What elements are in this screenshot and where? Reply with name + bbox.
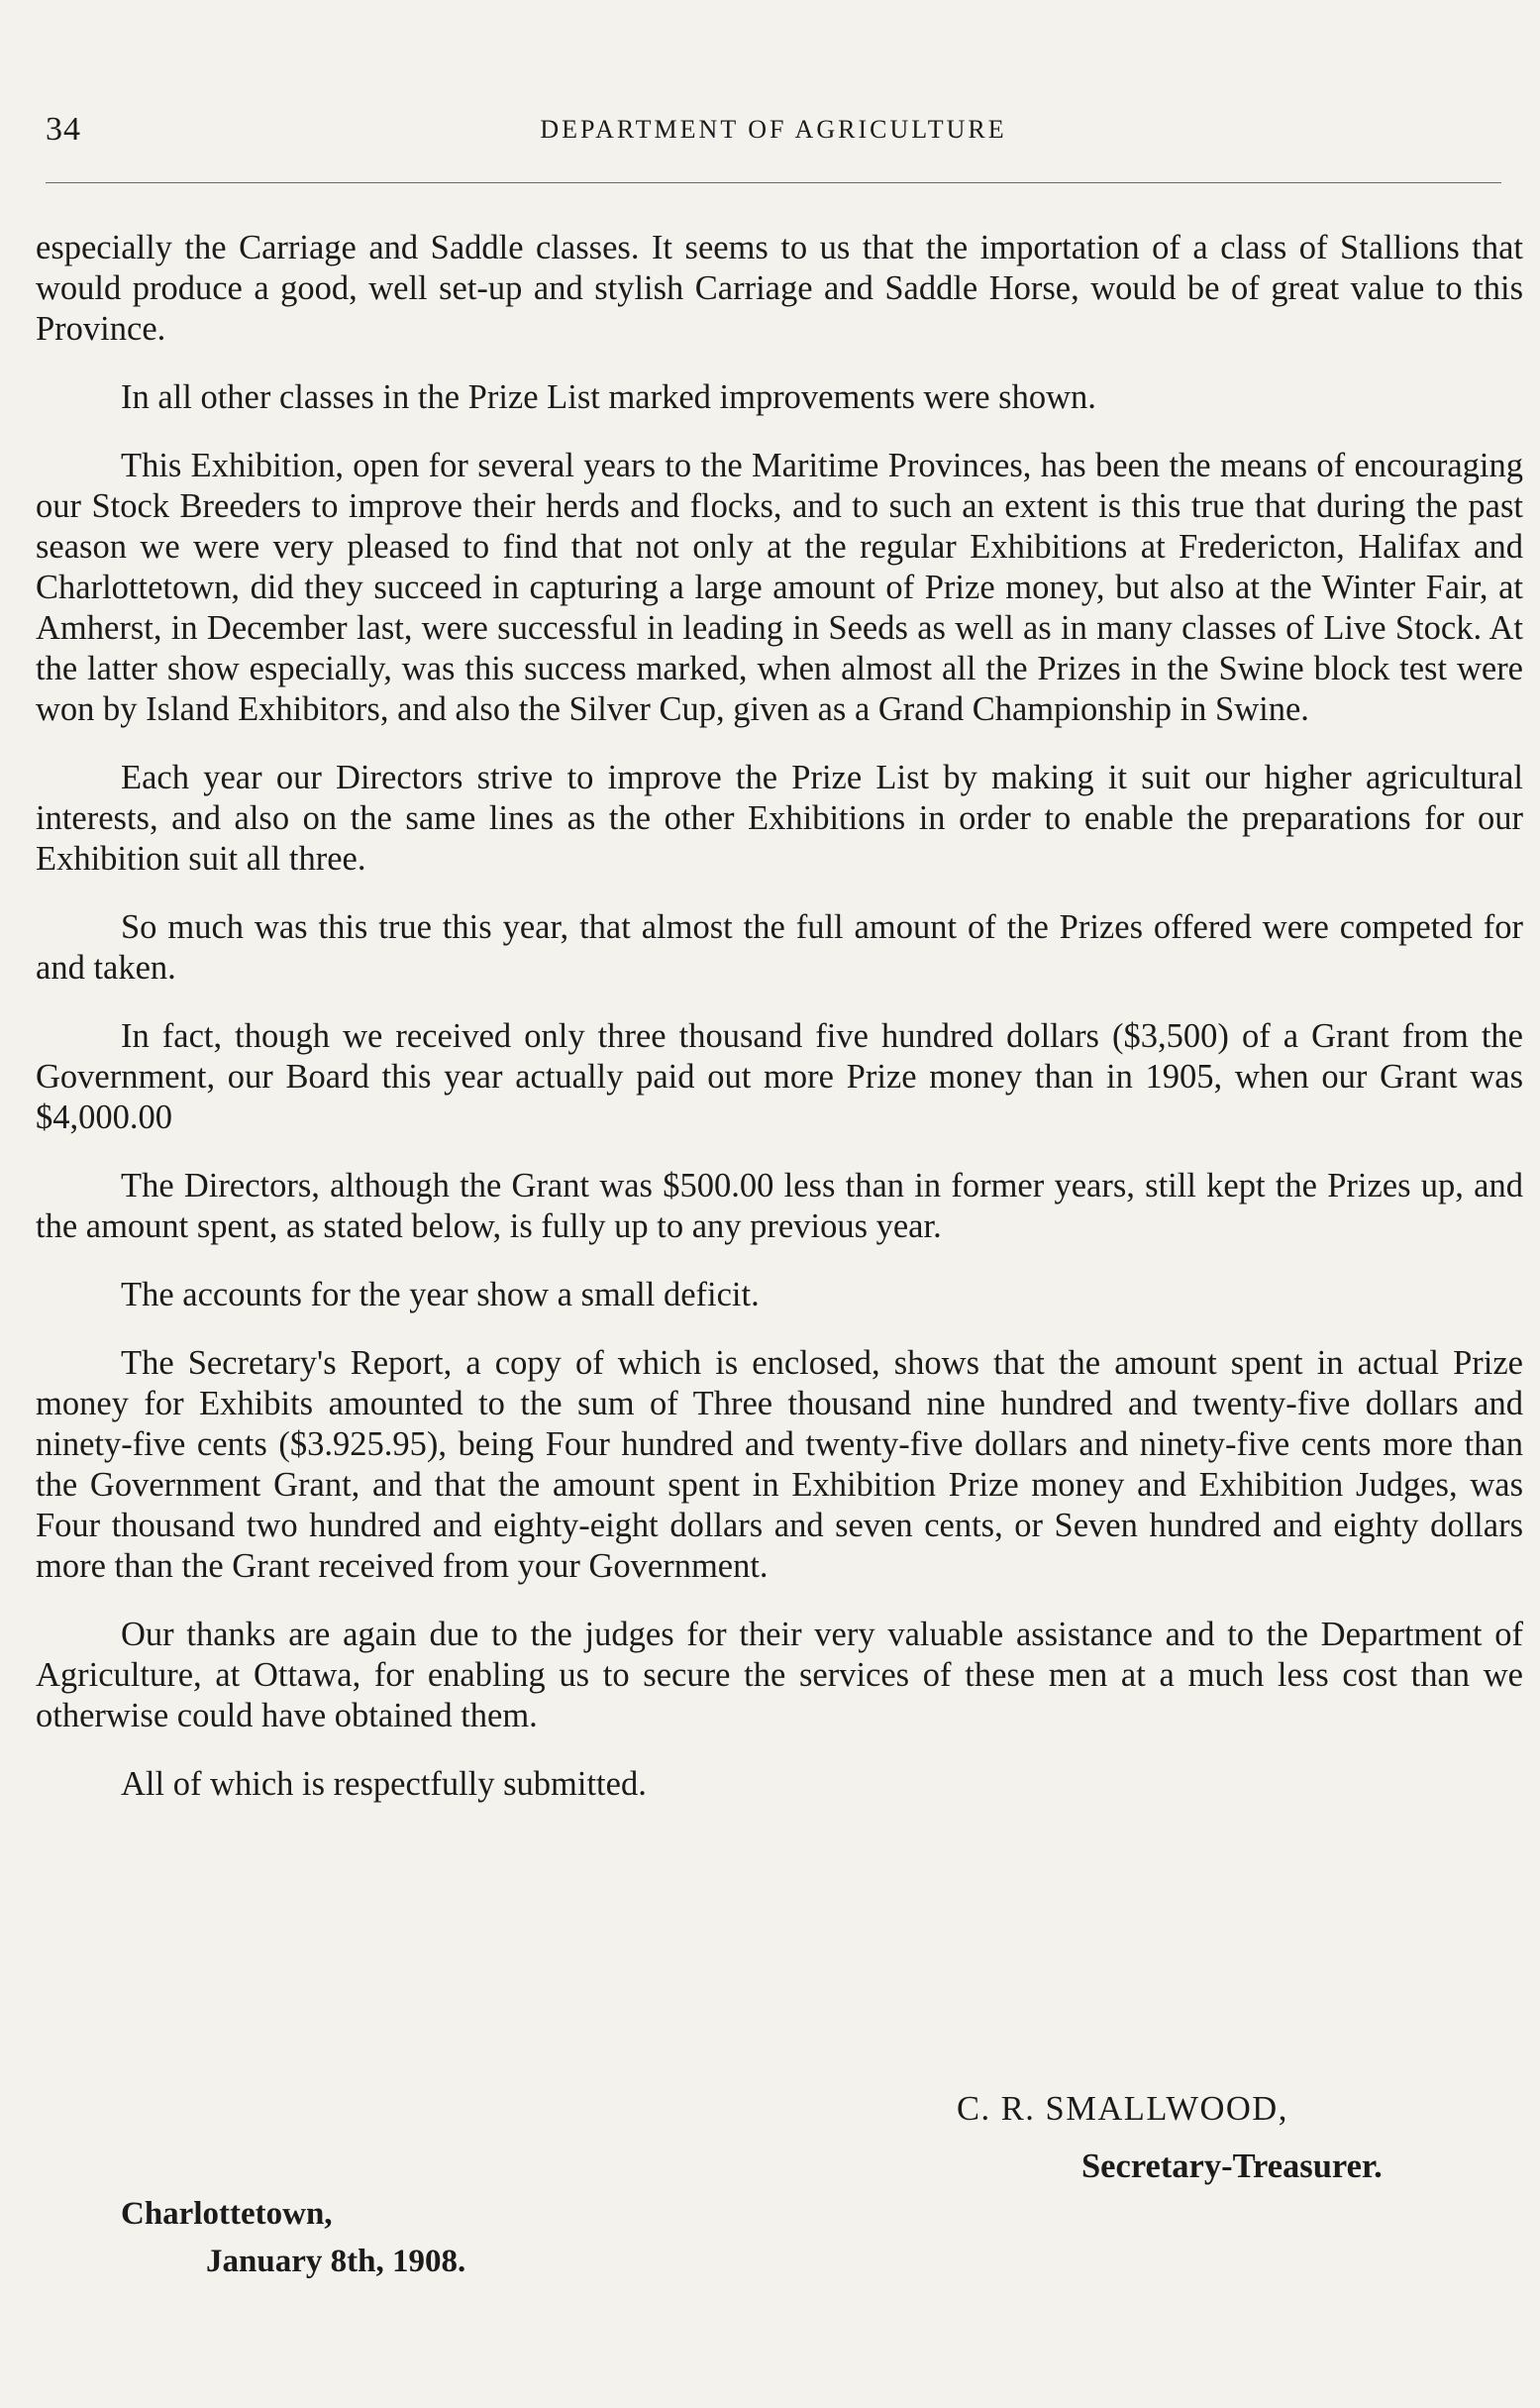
dateline-place: Charlottetown, — [121, 2196, 333, 2232]
dateline-date: January 8th, 1908. — [206, 2244, 466, 2279]
header-rule — [46, 182, 1501, 183]
paragraph: All of which is respectfully submitted. — [121, 1765, 647, 1803]
dateline — [121, 2190, 465, 2285]
paragraph: The accounts for the year show a small deficit. — [121, 1276, 760, 1313]
paragraph: So much was this true this year, that almost the full amount of the Prizes offered were competed for and taken. — [36, 908, 1523, 987]
paragraph: especially the Carriage and Saddle classes. It seems to us that the importation of a class of Stallions that would produce a good, well set-up and stylish Carriage and Saddle Horse, would be of great value to this Province. — [36, 229, 1523, 348]
running-head: DEPARTMENT OF AGRICULTURE — [540, 115, 1007, 144]
paragraph: The Directors, although the Grant was $500.00 less than in former years, still kept the Prizes up, and the amount spent, as stated below, is fully up to any previous year. — [36, 1167, 1523, 1245]
signatory-title: Secretary-Treasurer. — [1081, 2147, 1383, 2185]
paragraph: This Exhibition, open for several years to the Maritime Provinces, has been the means of encouraging our Stock Breeders to improve their herds and flocks, and to such an extent is this true that during the past season we were very pleased to find that not only at the regular Exhibitions at Fredericton, Halifax and Charlottetown, did they succeed in capturing a large amount of Prize money, but also at the Winter Fair, at Amherst, in December last, were successful in leading in Seeds as well as in many classes of Live Stock. At the latter show especially, was this success marked, when almost all the Prizes in the Swine block test were won by Island Exhibitors, and also the Silver Cup, given as a Grand Championship in Swine. — [36, 447, 1523, 728]
paragraph: In all other classes in the Prize List marked improvements were shown. — [121, 378, 1096, 416]
page-header — [46, 111, 1501, 170]
body-text — [36, 228, 1523, 1832]
page-number: 34 — [46, 111, 81, 148]
paragraph: The Secretary's Report, a copy of which is enclosed, shows that the amount spent in actual Prize money for Exhibits amounted to the sum of Three thousand nine hundred and twenty-five dollars and ninety-five cents ($3.925.95), being Four hundred and twenty-five dollars and ninety-five cents more than the Government Grant, and that the amount spent in Exhibition Prize money and Exhibition Judges, was Four thousand two hundred and eighty-eight dollars and seven cents, or Seven hundred and eighty dollars more than the Grant received from your Government. — [36, 1344, 1523, 1585]
signature-block — [957, 2085, 1472, 2190]
paragraph: In fact, though we received only three thousand five hundred dollars ($3,500) of a Grant from the Government, our Board this year actually paid out more Prize money than in 1905, when our Grant was $4,000.00 — [36, 1017, 1523, 1136]
paragraph: Each year our Directors strive to improve the Prize List by making it suit our higher agricultural interests, and also on the same lines as the other Exhibitions in order to enable the preparations for our Exhibition suit all three. — [36, 759, 1523, 878]
signatory-name: C. R. SMALLWOOD, — [957, 2090, 1288, 2128]
paragraph: Our thanks are again due to the judges for their very valuable assistance and to the Department of Agriculture, at Ottawa, for enabling us to secure the services of these men at a much less cost than we otherwise could have obtained them. — [36, 1616, 1523, 1734]
